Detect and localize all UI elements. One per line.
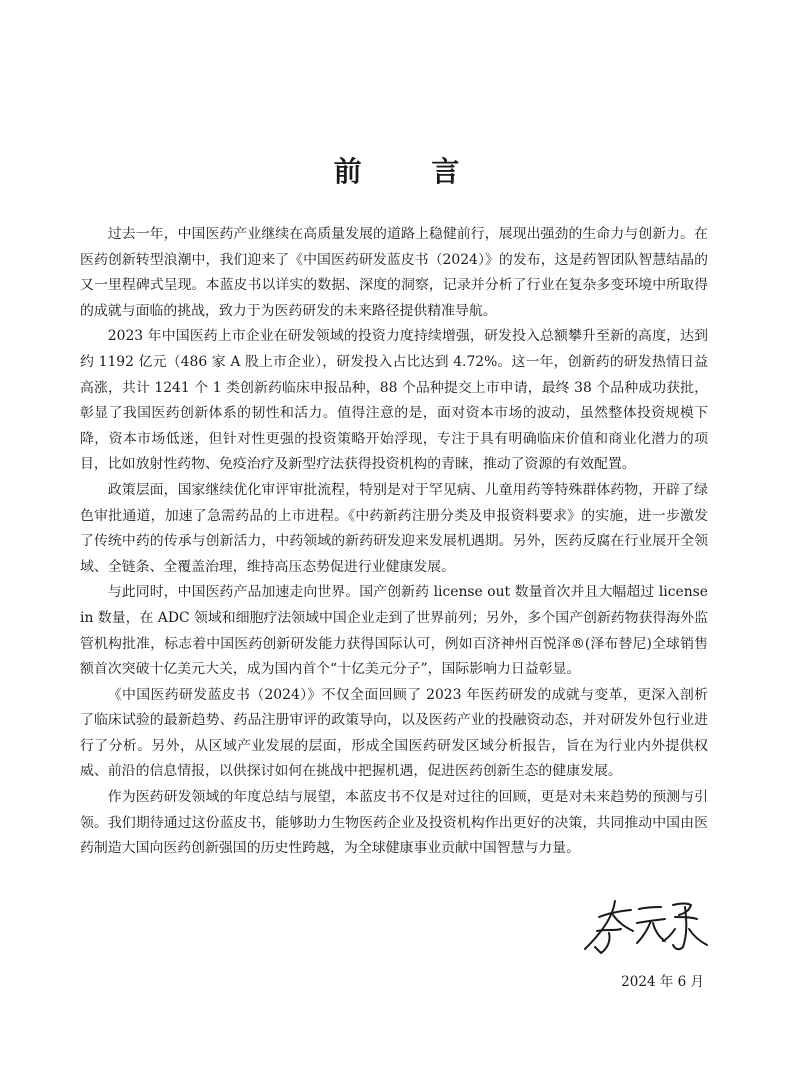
date: 2024 年 6 月 — [621, 974, 704, 990]
preface-body — [80, 222, 708, 862]
paragraph: 《中国医药研发蓝皮书（2024）》不仅全面回顾了 2023 年医药研发的成就与变革，更深入剖析了临床试验的最新趋势、药品注册审评的政策导向，以及医药产业的投融资动态，并对研发外包行业进行了分析。另外，从区域产业发展的层面，形成全国医药研发区域分析报告，旨在为行业内外提供权威、前沿的信息情报，以供探讨如何在挑战中把握机遇，促进医药创新生态的健康发展。 — [80, 686, 708, 780]
handwritten-signature — [575, 895, 710, 960]
paragraph: 作为医药研发领域的年度总结与展望，本蓝皮书不仅是对过往的回顾，更是对未来趋势的预测与引领。我们期待通过这份蓝皮书，能够助力生物医药企业及投资机构作出更好的决策，共同推动中国由医药制造大国向医药创新强国的历史性跨越，为全球健康事业贡献中国智慧与力量。 — [80, 789, 708, 857]
paragraph: 过去一年，中国医药产业继续在高质量发展的道路上稳健前行，展现出强劲的生命力与创新力。在医药创新转型浪潮中，我们迎来了《中国医药研发蓝皮书（2024）》的发布，这是药智团队智慧结晶的又一里程碑式呈现。本蓝皮书以详实的数据、深度的洞察，记录并分析了行业在复杂多变环境中所取得的成就与面临的挑战，致力于为医药研发的未来路径提供精准导航。 — [80, 226, 708, 319]
paragraph: 政策层面，国家继续优化审评审批流程，特别是对于罕见病、儿童用药等特殊群体药物，开辟了绿色审批通道，加速了急需药品的上市进程。《中药新药注册分类及申报资料要求》的实施，进一步激发了传统中药的传承与创新活力，中药领域的新药研发迎来发展机遇期。另外，医药反腐在行业展开全领域、全链条、全覆盖治理，维持高压态势促进行业健康发展。 — [80, 481, 708, 575]
paragraph: 2023 年中国医药上市企业在研发领域的投资力度持续增强，研发投入总额攀升至新的高度，达到约 1192 亿元（486 家 A 股上市企业），研发投入占比达到 4.72%。这一年，创新药的研发热情日益高涨，共计 1241 个 1 类创新药临床申报品种，88 个品种提交上市申请，最终 38 个品种成功获批，彰显了我国医药创新体系的韧性和活力。值得注意的是，面对资本市场的波动，虽然整体投资规模下降，资本市场低迷，但针对性更强的投资策略开始浮现，专注于具有明确临床价值和商业化潜力的项目，比如放射性药物、免疫治疗及新型疗法获得投资机构的青睐，推动了资源的有效配置。 — [80, 328, 708, 473]
paragraph: 与此同时，中国医药产品加速走向世界。国产创新药 license out 数量首次并且大幅超过 license in 数量，在 ADC 领域和细胞疗法领域中国企业走到了世界前列；另外，多个国产创新药物获得海外监管机构批准，标志着中国医药创新研发能力获得国际认可，例如百济神州百悦泽®(泽布替尼)全球销售额首次突破十亿美元大关，成为国内首个“十亿美元分子”，国际影响力日益彰显。 — [80, 584, 708, 678]
page-title: 前 言 — [333, 155, 490, 188]
